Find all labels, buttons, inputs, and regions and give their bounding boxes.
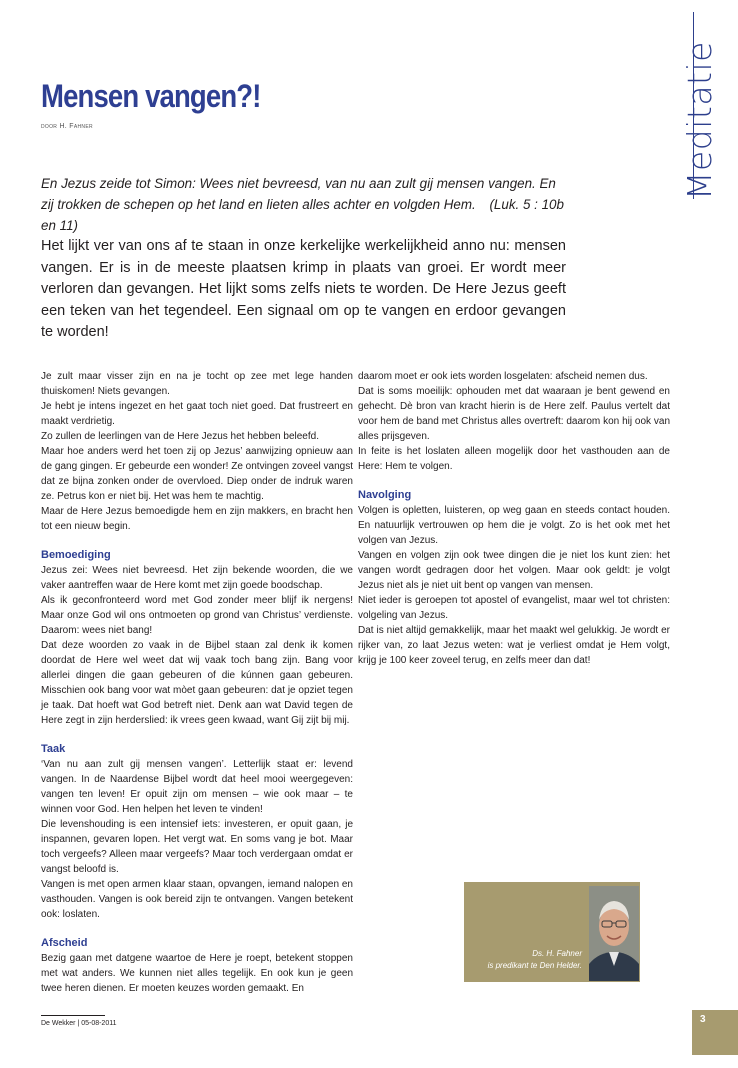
quote-reference: (Luk. 5 : 10b en 11): [41, 197, 564, 233]
byline: [41, 123, 93, 130]
paragraph: Je hebt je intens ingezet en het gaat toch niet goed. Dat frustreert en maakt verdrietig.: [41, 401, 353, 427]
page-number-tab: [692, 1010, 738, 1055]
paragraph: Maar hoe anders werd het toen zij op Jezus’ aanwijzing opnieuw aan de gang gingen. Er gebeurde een wonder! Ze ontvingen zoveel vangst dat ze bijna zonken onder de overvloed. Diep onder de indruk waren ze. Petrus kon er niet bij. Het was hem te machtig.: [41, 446, 353, 502]
right-column: [358, 369, 670, 668]
intro-paragraph: Het lijkt ver van ons af te staan in onze kerkelijke werkelijkheid anno nu: mensen vangen. Er is in de meeste plaatsen krimp in plaats van groei. Er wordt meer verloren dan gevangen. Het lijkt soms zelfs niets te worden. De Here Jezus geeft een teken van het tegendeel. Een signaal om op te vangen en erdoor gevangen te worden!: [41, 238, 566, 340]
heading-bemoediging: Bemoediging: [41, 549, 111, 561]
author-portrait: [589, 886, 639, 981]
paragraph: Jezus zei: Wees niet bevreesd. Het zijn bekende woorden, die we vaker aantreffen waar de Here komt met zijn goede boodschap.: [41, 565, 353, 591]
author-photo-box: [464, 882, 640, 982]
footer-source: De Wekker | 05-08-2011: [41, 1020, 117, 1027]
paragraph: Volgen is opletten, luisteren, op weg gaan en steeds contact houden. En natuurlijk vertrouwen op hem die je volgt. Zo is het ook met het volgen van Jezus.: [358, 505, 670, 546]
paragraph: Dat is niet altijd gemakkelijk, maar het maakt wel gelukkig. Je wordt er rijker van, zo laat Jezus weten: wat je verliest omdat je Hem volgt, krijg je 100 keer zoveel terug, en zelfs meer dan dat!: [358, 625, 670, 666]
paragraph: Die levenshouding is een intensief iets: investeren, er opuit gaan, je inspannen, gevaren lopen. Het vergt wat. En soms vang je bot. Maar toch vergeefs? Alleen maar vergeefs? Maar toch verdergaan omdat er vangst beloofd is.: [41, 819, 353, 875]
quote-text: En Jezus zeide tot Simon: Wees niet bevreesd, van nu aan zult gij mensen vangen. En zij trokken de schepen op het land en lieten alles achter en volgden Hem.: [41, 176, 556, 212]
byline-text: door H. Fahner: [41, 123, 93, 130]
paragraph: Je zult maar visser zijn en na je tocht op zee met lege handen thuiskomen! Niets gevangen.: [41, 371, 353, 397]
paragraph: daarom moet er ook iets worden losgelaten: afscheid nemen dus.: [358, 371, 648, 382]
paragraph: Dat deze woorden zo vaak in de Bijbel staan zal denk ik komen doordat de Here wel weet dat wij vaak toch bang zijn. Bang voor allerlei dingen die gaan gebeuren of die kúnnen gaan gebeuren. Misschien ook bang voor wat mòet gaan gebeuren: dat je opziet tegen je taak. Dat hoeft wat God betreft niet. Denk aan wat David tegen de Here zegt in zijn herderslied: ik vrees geen kwaad, want Gij zijt bij mij.: [41, 640, 353, 726]
paragraph: Zo zullen de leerlingen van de Here Jezus het hebben beleefd.: [41, 431, 319, 442]
paragraph: Als ik geconfronteerd word met God zonder meer blijf ik nergens! Maar onze God wil ons ontmoeten op grond van Christus’ verdienste. Daarom: wees niet bang!: [41, 595, 353, 636]
left-column: [41, 369, 353, 996]
paragraph: Bezig gaan met datgene waartoe de Here je roept, betekent stoppen met wat anders. We kunnen niet alles tegelijk. En ook kun je geen twee heren dienen. Er moeten keuzes worden gemaakt. En: [41, 953, 353, 994]
paragraph: In feite is het loslaten alleen mogelijk door het vasthouden aan de Here: Hem te volgen.: [358, 446, 670, 472]
heading-navolging: Navolging: [358, 489, 412, 501]
section-label: Meditatie: [680, 41, 719, 200]
paragraph: ‘Van nu aan zult gij mensen vangen’. Letterlijk staat er: levend vangen. In de Naardense Bijbel wordt dat heel mooi weergegeven: vangen ten leven! Er opuit zijn om mensen – wie ook maar – te winnen voor God. Hen helpen het leven te vinden!: [41, 759, 353, 815]
heading-taak: Taak: [41, 743, 66, 755]
caption-role: is predikant te Den Helder.: [487, 961, 582, 970]
heading-afscheid: Afscheid: [41, 937, 88, 949]
caption-name: Ds. H. Fahner: [532, 949, 582, 958]
article-title: Mensen vangen?!: [41, 78, 261, 114]
paragraph: Maar de Here Jezus bemoedigde hem en zijn makkers, en bracht hen tot een nieuw begin.: [41, 506, 353, 532]
page-number: 3: [700, 1014, 706, 1025]
footer-rule: [41, 1015, 105, 1016]
paragraph: Niet ieder is geroepen tot apostel of evangelist, maar wel tot christen: volgeling van Jezus.: [358, 595, 670, 621]
photo-caption: [488, 948, 582, 972]
paragraph: Vangen is met open armen klaar staan, opvangen, iemand nalopen en vasthouden. Vangen is ook bereid zijn te ontvangen. Vangen betekent ook: loslaten.: [41, 879, 353, 920]
paragraph: Dat is soms moeilijk: ophouden met dat waaraan je bent gewend en gehecht. Dè bron van kracht hierin is de Here zelf. Paulus vertelt dat voor hem de band met Christus alles overtreft: daarom kon hij ook van alles prijsgeven.: [358, 386, 670, 442]
paragraph: Vangen en volgen zijn ook twee dingen die je niet los kunt zien: het vangen wordt gedragen door het volgen. Maar ook geldt: je volgt Jezus niet als je niet uit bent op vangen van mensen.: [358, 550, 670, 591]
scripture-quote: [41, 173, 571, 236]
